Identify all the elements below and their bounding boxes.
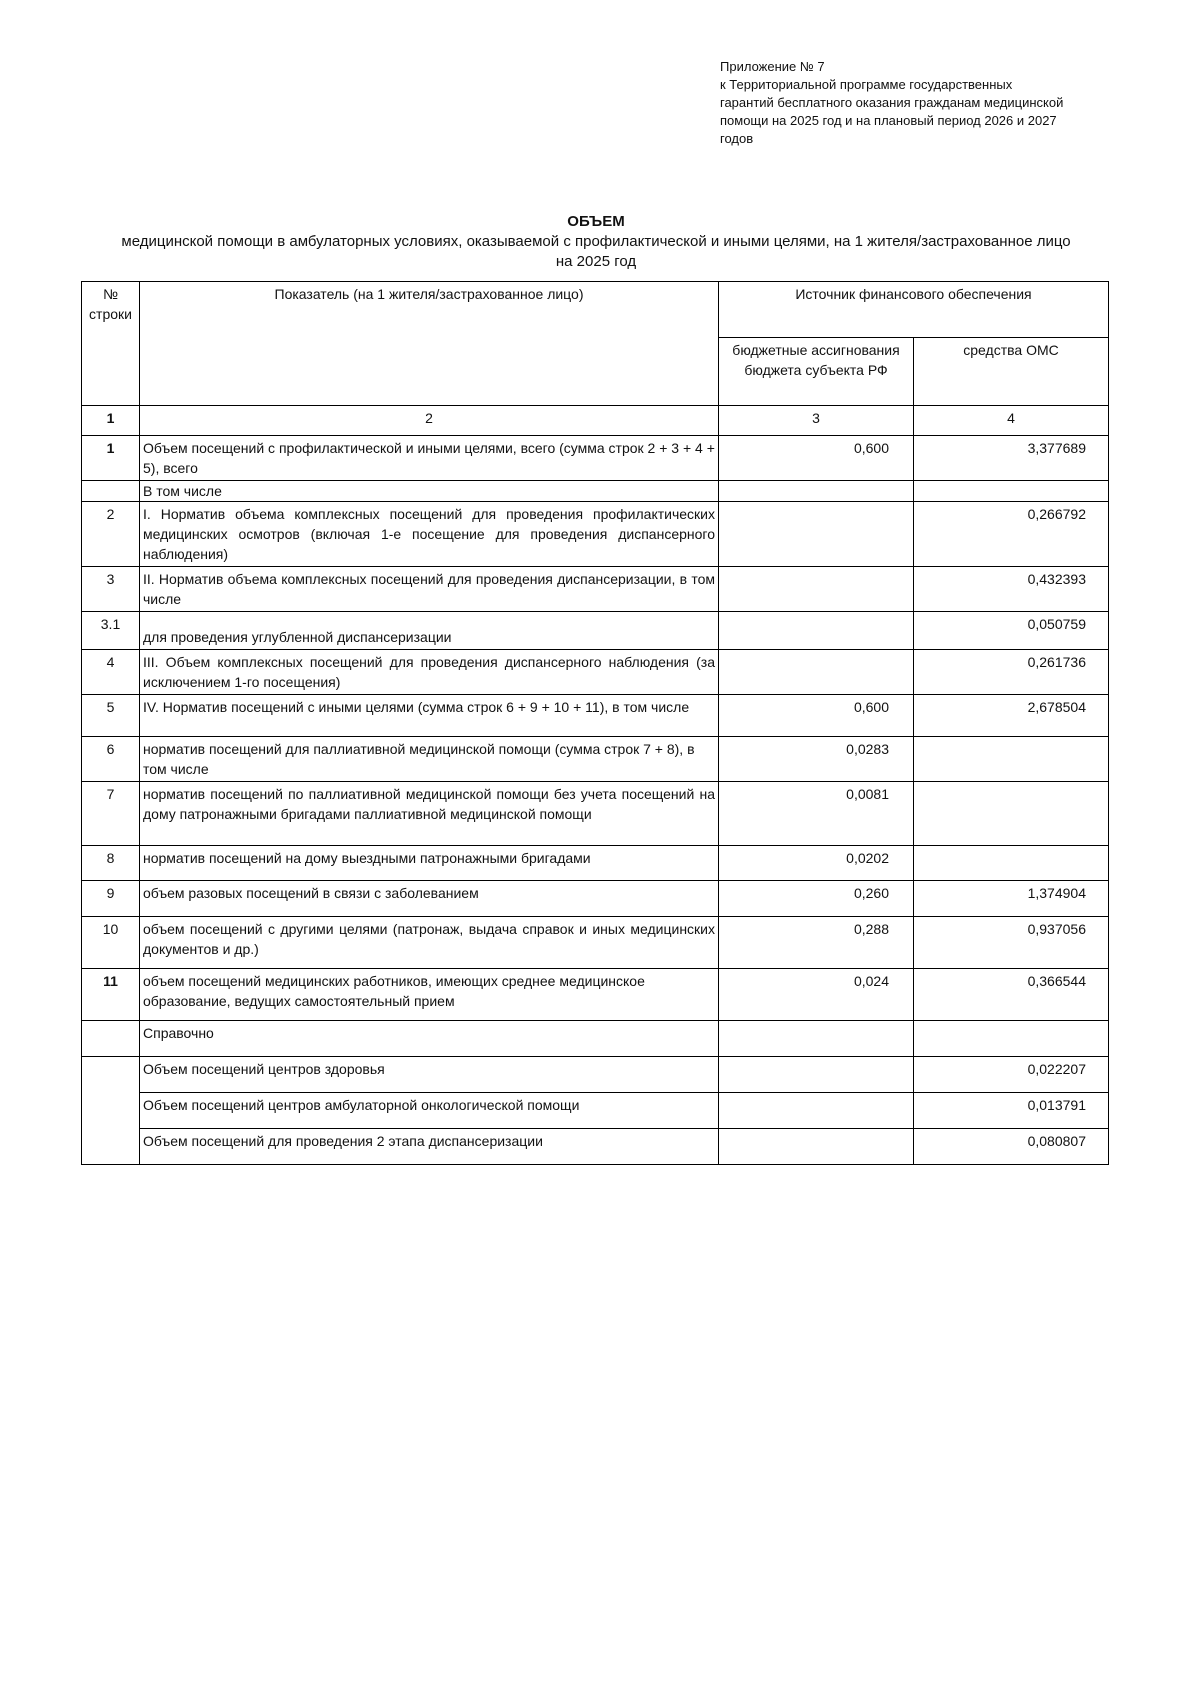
row-number: 8 bbox=[82, 846, 140, 881]
row-number: 2 bbox=[82, 502, 140, 567]
row-number: 9 bbox=[82, 881, 140, 917]
row-indicator: для проведения углубленной диспансеризации bbox=[140, 612, 719, 650]
row-indicator: объем посещений медицинских работников, имеющих среднее медицинское образование, ведущих самостоятельный прием bbox=[140, 969, 719, 1021]
row-budget: 0,600 bbox=[719, 695, 914, 737]
row-indicator: объем посещений с другими целями (патронаж, выдача справок и иных медицинских документов и др.) bbox=[140, 917, 719, 969]
row-indicator: III. Объем комплексных посещений для проведения диспансерного наблюдения (за исключением 1-го посещения) bbox=[140, 650, 719, 695]
appendix-line: помощи на 2025 год и на плановый период 2026 и 2027 bbox=[720, 113, 1057, 128]
row-indicator: норматив посещений по паллиативной медицинской помощи без учета посещений на дому патронажными бригадами паллиативной медицинской помощи bbox=[140, 782, 719, 846]
table-row bbox=[82, 969, 1109, 1021]
table-row bbox=[82, 846, 1109, 881]
row-number: 10 bbox=[82, 917, 140, 969]
row-oms: 0,050759 bbox=[914, 612, 1109, 650]
reference-budget bbox=[719, 1021, 914, 1057]
col-number: 4 bbox=[914, 406, 1109, 436]
reference-indicator: Объем посещений для проведения 2 этапа диспансеризации bbox=[140, 1129, 719, 1165]
row-indicator: IV. Норматив посещений с иными целями (сумма строк 6 + 9 + 10 + 11), в том числе bbox=[140, 695, 719, 737]
table-row bbox=[82, 782, 1109, 846]
table-row bbox=[82, 917, 1109, 969]
appendix-line: гарантий бесплатного оказания гражданам медицинской bbox=[720, 95, 1064, 110]
table-row bbox=[82, 612, 1109, 650]
row-budget: 0,600 bbox=[719, 436, 914, 481]
row-oms: 0,366544 bbox=[914, 969, 1109, 1021]
reference-budget bbox=[719, 1093, 914, 1129]
row-number: 11 bbox=[82, 969, 140, 1021]
row-indicator: В том числе bbox=[140, 481, 719, 502]
table-row bbox=[82, 567, 1109, 612]
row-number: 3.1 bbox=[82, 612, 140, 650]
header-oms: средства ОМС bbox=[914, 338, 1109, 406]
reference-oms bbox=[914, 1021, 1109, 1057]
reference-indicator: Объем посещений центров здоровья bbox=[140, 1057, 719, 1093]
row-indicator: норматив посещений для паллиативной медицинской помощи (сумма строк 7 + 8), в том числе bbox=[140, 737, 719, 782]
reference-row-number bbox=[82, 1021, 140, 1057]
table-row bbox=[82, 695, 1109, 737]
row-oms bbox=[914, 782, 1109, 846]
row-oms bbox=[914, 481, 1109, 502]
row-number: 5 bbox=[82, 695, 140, 737]
row-budget bbox=[719, 612, 914, 650]
row-budget bbox=[719, 502, 914, 567]
row-budget: 0,0283 bbox=[719, 737, 914, 782]
table-row bbox=[82, 436, 1109, 481]
appendix-line: годов bbox=[720, 131, 754, 146]
row-number: 3 bbox=[82, 567, 140, 612]
row-number: 6 bbox=[82, 737, 140, 782]
reference-row bbox=[82, 1129, 1109, 1165]
row-budget bbox=[719, 650, 914, 695]
row-number: 1 bbox=[82, 436, 140, 481]
row-indicator: II. Норматив объема комплексных посещений для проведения диспансеризации, в том числе bbox=[140, 567, 719, 612]
row-oms bbox=[914, 737, 1109, 782]
title-main: ОБЪЕМ bbox=[567, 213, 625, 230]
reference-oms: 0,022207 bbox=[914, 1057, 1109, 1093]
header-row-number: № строки bbox=[82, 282, 140, 406]
row-oms: 3,377689 bbox=[914, 436, 1109, 481]
table-row bbox=[82, 481, 1109, 502]
row-number: 7 bbox=[82, 782, 140, 846]
reference-indicator: Объем посещений центров амбулаторной онкологической помощи bbox=[140, 1093, 719, 1129]
reference-oms: 0,080807 bbox=[914, 1129, 1109, 1165]
appendix-line: Приложение № 7 bbox=[720, 59, 825, 74]
header-funding-source: Источник финансового обеспечения bbox=[719, 282, 1109, 338]
row-oms: 0,432393 bbox=[914, 567, 1109, 612]
reference-budget bbox=[719, 1057, 914, 1093]
row-indicator: I. Норматив объема комплексных посещений для проведения профилактических медицинских осмотров (включая 1-е посещение для проведения диспансерного наблюдения) bbox=[140, 502, 719, 567]
reference-row bbox=[82, 1093, 1109, 1129]
header-budget: бюджетные ассигнования бюджета субъекта РФ bbox=[719, 338, 914, 406]
appendix-line: к Территориальной программе государственных bbox=[720, 77, 1013, 92]
table-row bbox=[82, 737, 1109, 782]
col-number: 2 bbox=[140, 406, 719, 436]
row-budget: 0,288 bbox=[719, 917, 914, 969]
row-indicator: норматив посещений на дому выездными патронажными бригадами bbox=[140, 846, 719, 881]
row-indicator: Объем посещений с профилактической и иными целями, всего (сумма строк 2 + 3 + 4 + 5), всего bbox=[140, 436, 719, 481]
row-indicator: объем разовых посещений в связи с заболеванием bbox=[140, 881, 719, 917]
table-row bbox=[82, 881, 1109, 917]
row-budget bbox=[719, 567, 914, 612]
table-row bbox=[82, 650, 1109, 695]
row-budget bbox=[719, 481, 914, 502]
col-number: 3 bbox=[719, 406, 914, 436]
reference-oms: 0,013791 bbox=[914, 1093, 1109, 1129]
row-number bbox=[82, 481, 140, 502]
reference-header-row bbox=[82, 1021, 1109, 1057]
document-title bbox=[82, 212, 1110, 272]
title-subtitle: медицинской помощи в амбулаторных условиях, оказываемой с профилактической и иными целями, на 1 жителя/застрахованное лицо bbox=[121, 233, 1071, 250]
header-indicator: Показатель (на 1 жителя/застрахованное лицо) bbox=[140, 282, 719, 406]
row-budget: 0,0202 bbox=[719, 846, 914, 881]
col-number: 1 bbox=[82, 406, 140, 436]
row-budget: 0,0081 bbox=[719, 782, 914, 846]
table-row bbox=[82, 502, 1109, 567]
title-year: на 2025 год bbox=[555, 253, 637, 270]
reference-budget bbox=[719, 1129, 914, 1165]
row-oms: 0,937056 bbox=[914, 917, 1109, 969]
reference-row bbox=[82, 1057, 1109, 1093]
volume-table bbox=[81, 281, 1109, 1165]
reference-row-number bbox=[82, 1057, 140, 1165]
row-budget: 0,024 bbox=[719, 969, 914, 1021]
row-oms: 2,678504 bbox=[914, 695, 1109, 737]
row-oms: 0,261736 bbox=[914, 650, 1109, 695]
row-oms bbox=[914, 846, 1109, 881]
row-oms: 1,374904 bbox=[914, 881, 1109, 917]
appendix-note bbox=[720, 58, 1120, 148]
row-oms: 0,266792 bbox=[914, 502, 1109, 567]
reference-label: Справочно bbox=[140, 1021, 719, 1057]
row-budget: 0,260 bbox=[719, 881, 914, 917]
row-number: 4 bbox=[82, 650, 140, 695]
